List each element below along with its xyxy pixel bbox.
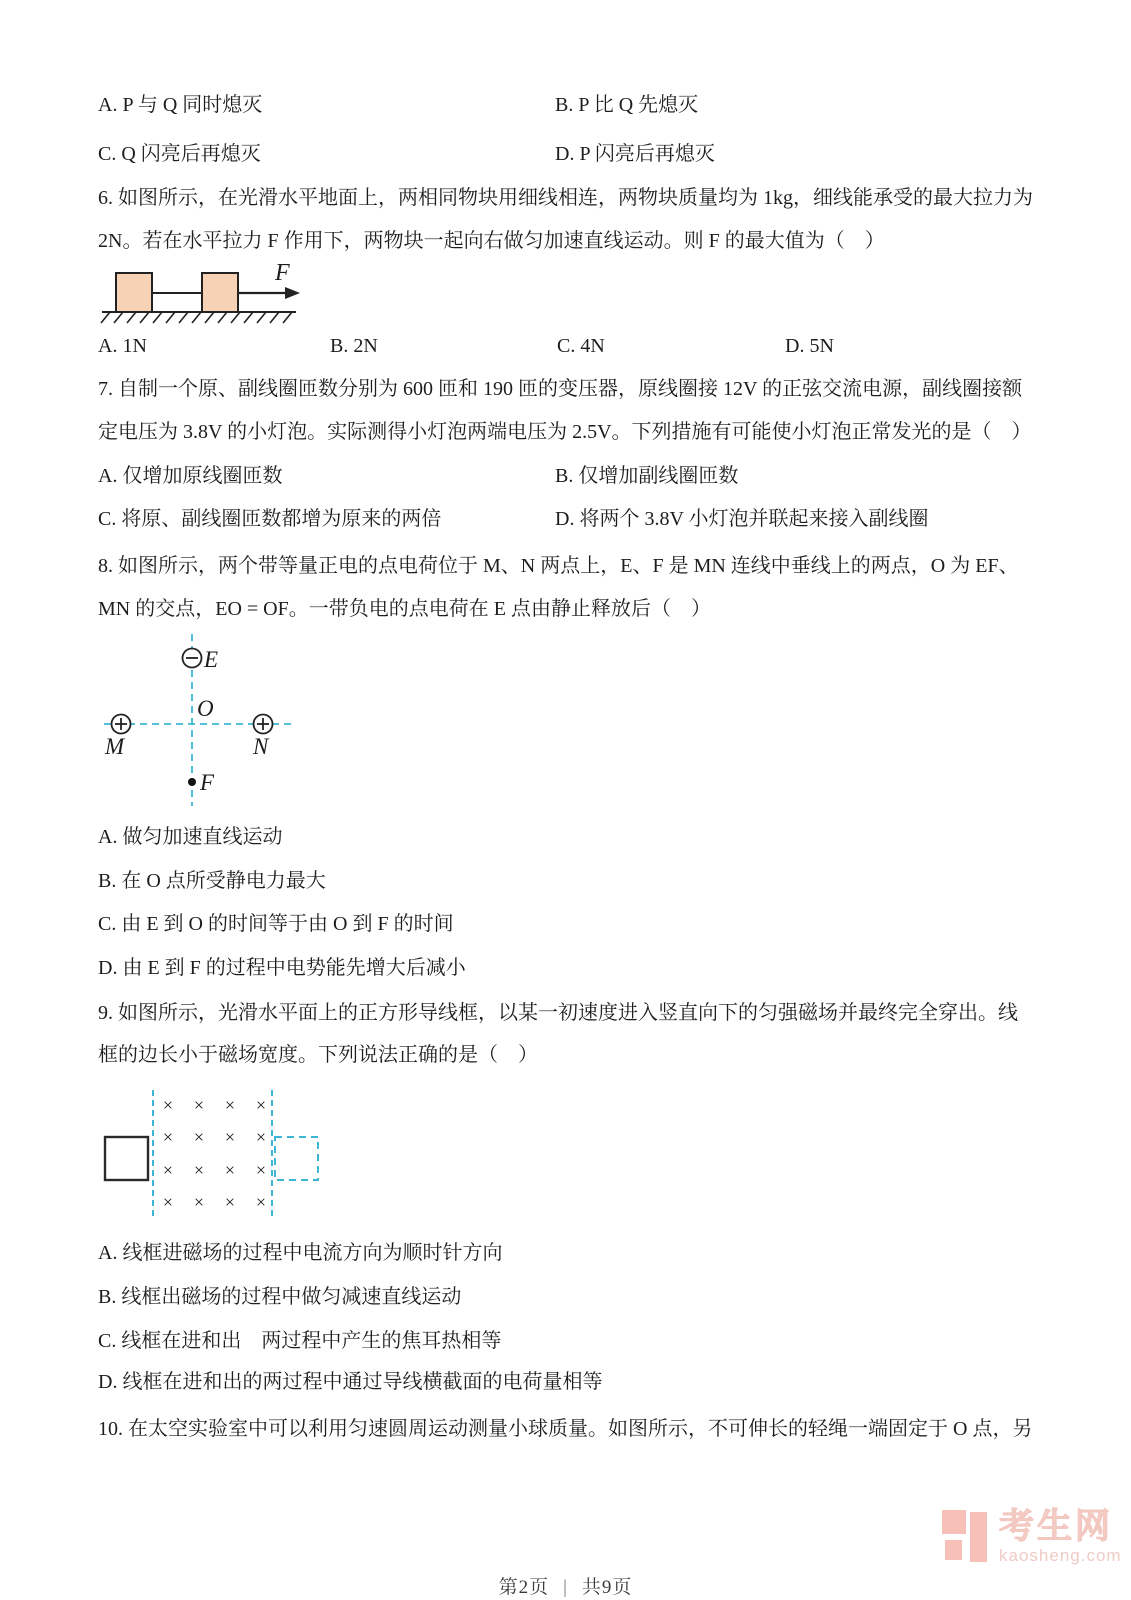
charge-positive-n bbox=[254, 715, 273, 734]
field-cross-icon: × bbox=[193, 1192, 205, 1212]
footer-separator: | bbox=[563, 1577, 568, 1598]
q7-option-c: C. 将原、副线圈匝数都增为原来的两倍 bbox=[98, 508, 442, 530]
watermark-domain: kaosheng.com bbox=[999, 1546, 1122, 1565]
field-cross-icon: × bbox=[224, 1160, 236, 1180]
q6-stem-line2: 2N。若在水平拉力 F 作用下，两物块一起向右做匀加速直线运动。则 F 的最大值为（ ） bbox=[98, 230, 885, 252]
q8-option-b: B. 在 O 点所受静电力最大 bbox=[98, 870, 326, 892]
footer-page-number: 第2页 bbox=[498, 1577, 550, 1598]
q5-option-a: A. P 与 Q 同时熄灭 bbox=[98, 94, 263, 116]
dashed-frame-square bbox=[275, 1137, 318, 1180]
q9-stem-line2: 框的边长小于磁场宽度。下列说法正确的是（ ） bbox=[98, 1044, 538, 1066]
q6-option-b: B. 2N bbox=[330, 335, 378, 357]
q5-option-c: C. Q 闪亮后再熄灭 bbox=[98, 143, 261, 165]
q7-stem-line1: 7. 自制一个原、副线圈匝数分别为 600 匝和 190 匝的变压器，原线圈接 12V 的正弦交流电源，副线圈接额 bbox=[98, 378, 1023, 400]
wire-frame-square bbox=[105, 1137, 148, 1180]
field-cross-icon: × bbox=[162, 1127, 174, 1147]
block-right bbox=[202, 273, 238, 312]
charge-positive-m bbox=[112, 715, 131, 734]
kaosheng-logo-icon bbox=[942, 1508, 990, 1564]
q8-option-c: C. 由 E 到 O 的时间等于由 O 到 F 的时间 bbox=[98, 913, 454, 935]
q8-stem-line1: 8. 如图所示，两个带等量正电的点电荷位于 M、N 两点上，E、F 是 MN 连线中垂线上的两点，O 为 EF、 bbox=[98, 555, 1019, 577]
field-cross-icon: × bbox=[255, 1160, 267, 1180]
q6-figure bbox=[98, 256, 318, 328]
watermark-brand: 考生网 bbox=[999, 1507, 1114, 1546]
q9-stem-line1: 9. 如图所示，光滑水平面上的正方形导线框，以某一初速度进入竖直向下的匀强磁场并最终完全穿出。线 bbox=[98, 1002, 1018, 1024]
point-m-label: M bbox=[105, 734, 125, 759]
field-cross-icon: × bbox=[255, 1192, 267, 1212]
watermark-text bbox=[999, 1508, 1122, 1566]
q9-option-b: B. 线框出磁场的过程中做匀减速直线运动 bbox=[98, 1286, 462, 1308]
page-footer bbox=[0, 1572, 1131, 1599]
watermark bbox=[942, 1508, 1122, 1566]
q9-option-c: C. 线框在进和出 两过程中产生的焦耳热相等 bbox=[98, 1330, 502, 1352]
field-cross-grid bbox=[163, 1095, 266, 1212]
q9-option-a: A. 线框进磁场的过程中电流方向为顺时针方向 bbox=[98, 1242, 503, 1264]
field-cross-icon: × bbox=[162, 1095, 174, 1115]
q6-option-c: C. 4N bbox=[557, 335, 605, 357]
footer-total-pages: 共9页 bbox=[581, 1577, 633, 1598]
field-cross-icon: × bbox=[224, 1127, 236, 1147]
q10-stem-line1: 10. 在太空实验室中可以利用匀速圆周运动测量小球质量。如图所示，不可伸长的轻绳一端固定于 O 点，另 bbox=[98, 1418, 1033, 1440]
point-o-label: O bbox=[197, 696, 214, 721]
field-cross-icon: × bbox=[255, 1095, 267, 1115]
point-e-label: E bbox=[204, 647, 219, 672]
q8-stem-line2: MN 的交点，EO = OF。一带负电的点电荷在 E 点由静止释放后（ ） bbox=[98, 598, 711, 620]
ground-hatching bbox=[101, 312, 292, 323]
q9-figure bbox=[96, 1080, 341, 1222]
field-cross-icon: × bbox=[193, 1160, 205, 1180]
field-cross-icon: × bbox=[162, 1192, 174, 1212]
q6-option-a: A. 1N bbox=[98, 335, 147, 357]
field-cross-icon: × bbox=[255, 1127, 267, 1147]
q8-option-d: D. 由 E 到 F 的过程中电势能先增大后减小 bbox=[98, 957, 466, 979]
field-cross-icon: × bbox=[224, 1192, 236, 1212]
block-left bbox=[116, 273, 152, 312]
q5-option-b: B. P 比 Q 先熄灭 bbox=[555, 94, 699, 116]
force-label: F bbox=[275, 260, 290, 286]
charge-negative-e bbox=[183, 649, 202, 668]
q7-stem-line2: 定电压为 3.8V 的小灯泡。实际测得小灯泡两端电压为 2.5V。下列措施有可能使小灯泡正常发光的是（ ） bbox=[98, 421, 1032, 443]
q7-option-a: A. 仅增加原线圈匝数 bbox=[98, 465, 283, 487]
q6-option-d: D. 5N bbox=[785, 335, 834, 357]
point-f-dot bbox=[188, 778, 196, 786]
force-arrowhead bbox=[285, 287, 300, 299]
field-cross-icon: × bbox=[224, 1095, 236, 1115]
q8-figure bbox=[96, 628, 306, 810]
field-cross-icon: × bbox=[193, 1127, 205, 1147]
q5-option-d: D. P 闪亮后再熄灭 bbox=[555, 143, 715, 165]
field-cross-icon: × bbox=[162, 1160, 174, 1180]
q8-option-a: A. 做匀加速直线运动 bbox=[98, 826, 283, 848]
q7-option-b: B. 仅增加副线圈匝数 bbox=[555, 465, 739, 487]
point-n-label: N bbox=[253, 734, 269, 759]
q7-option-d: D. 将两个 3.8V 小灯泡并联起来接入副线圈 bbox=[555, 508, 929, 530]
q6-stem-line1: 6. 如图所示，在光滑水平地面上，两相同物块用细线相连，两物块质量均为 1kg，细线能承受的最大拉力为 bbox=[98, 187, 1033, 209]
point-f-label: F bbox=[200, 770, 215, 795]
field-cross-icon: × bbox=[193, 1095, 205, 1115]
q9-option-d: D. 线框在进和出的两过程中通过导线横截面的电荷量相等 bbox=[98, 1371, 603, 1393]
